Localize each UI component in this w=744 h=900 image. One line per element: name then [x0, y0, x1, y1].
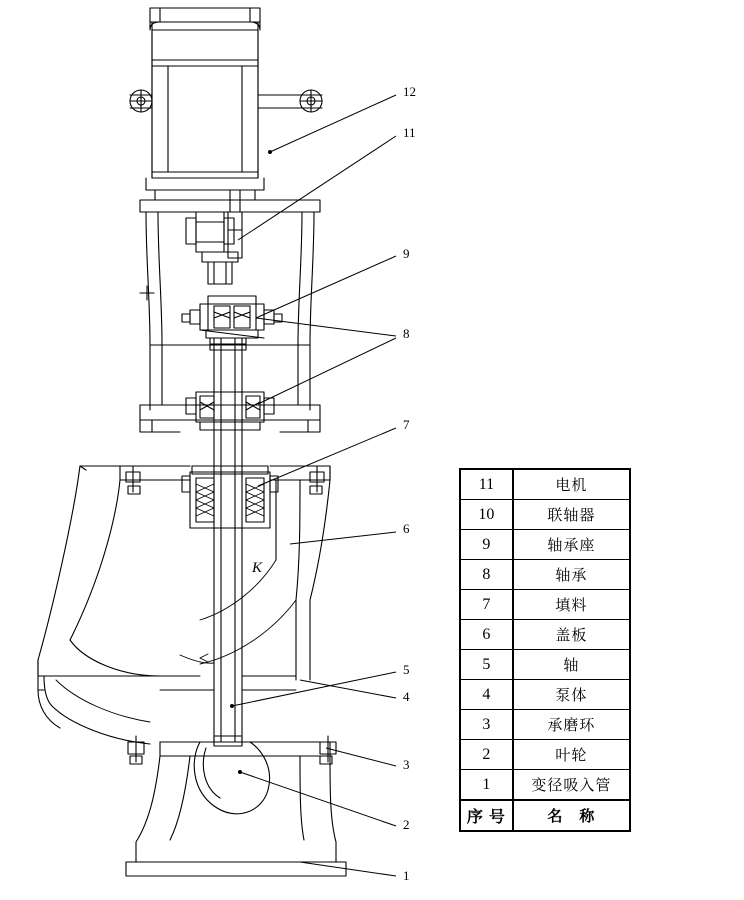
column-header-number: 序 号: [460, 800, 513, 831]
coupling-upper: [196, 212, 224, 252]
part-name: 承磨环: [513, 710, 630, 740]
part-name: 盖板: [513, 620, 630, 650]
leader-6: [290, 532, 396, 544]
bearing-housing-top-plate: [208, 296, 256, 304]
casing-upper-left: [78, 466, 120, 480]
part-number: 11: [460, 469, 513, 500]
callout-7: 7: [403, 417, 410, 432]
column-header-name: 名 称: [513, 800, 630, 831]
leader-7: [258, 428, 396, 486]
volute-inner-curve: [200, 560, 276, 620]
part-name: 叶轮: [513, 740, 630, 770]
part-name: 轴承: [513, 560, 630, 590]
part-number: 2: [460, 740, 513, 770]
bearing-housing-upper: [200, 304, 264, 330]
discharge-cone-inner: [70, 480, 120, 640]
part-name: 填料: [513, 590, 630, 620]
suction-pipe-left: [136, 756, 160, 862]
stuffing-box: [190, 472, 270, 528]
motor-base-flange: [146, 178, 264, 190]
table-row: [460, 650, 630, 680]
callout-12: 12: [403, 84, 416, 99]
part-name: 变径吸入管: [513, 770, 630, 801]
table-row: [460, 590, 630, 620]
leader-2: [240, 772, 396, 826]
motor-top-cap: [150, 8, 260, 22]
part-number: 10: [460, 500, 513, 530]
callout-2: 2: [403, 817, 410, 832]
table-header-row: [460, 800, 630, 831]
pump-shaft: [214, 338, 242, 742]
bearing-lower-right: [246, 396, 260, 418]
callout-1: 1: [403, 868, 410, 883]
lantern-left-wall: [146, 212, 150, 410]
leader-11: [238, 136, 396, 240]
table-row: [460, 710, 630, 740]
leader-1: [300, 862, 396, 876]
packing-left: [196, 478, 214, 522]
leader-8b: [258, 338, 396, 404]
callout-11: 11: [403, 125, 416, 140]
callout-3: 3: [403, 757, 410, 772]
table-row: [460, 770, 630, 801]
coupling-hub: [202, 252, 238, 262]
part-number: 5: [460, 650, 513, 680]
part-number: 6: [460, 620, 513, 650]
callout-6: 6: [403, 521, 410, 536]
table-row: [460, 469, 630, 500]
section-mark-k: K: [252, 560, 263, 576]
leader-5: [232, 672, 396, 706]
table-row: [460, 680, 630, 710]
part-number: 8: [460, 560, 513, 590]
part-name: 电机: [513, 469, 630, 500]
part-number: 1: [460, 770, 513, 801]
table-row: [460, 620, 630, 650]
motor-shaft-end: [228, 212, 242, 258]
part-number: 9: [460, 530, 513, 560]
callout-9: 9: [403, 246, 410, 261]
part-name: 泵体: [513, 680, 630, 710]
part-number: 7: [460, 590, 513, 620]
gland-plate: [192, 466, 268, 474]
bearing-lower-left: [200, 396, 214, 418]
leader-9: [256, 256, 396, 318]
discharge-cone-outer: [38, 480, 78, 676]
callout-8: 8: [403, 326, 410, 341]
callout-5: 5: [403, 662, 410, 677]
part-name: 轴: [513, 650, 630, 680]
parts-list-table: [459, 468, 631, 832]
part-name: 联轴器: [513, 500, 630, 530]
table-row: [460, 740, 630, 770]
leader-3: [326, 748, 396, 766]
leader-12: [270, 95, 396, 152]
table-row: [460, 530, 630, 560]
table-row: [460, 500, 630, 530]
lantern-bottom-flange: [140, 405, 320, 420]
part-number: 4: [460, 680, 513, 710]
leader-8a: [256, 318, 396, 336]
part-number: 3: [460, 710, 513, 740]
table-row: [460, 560, 630, 590]
callout-4: 4: [403, 689, 410, 704]
part-name: 轴承座: [513, 530, 630, 560]
lantern-right-wall: [310, 212, 314, 410]
